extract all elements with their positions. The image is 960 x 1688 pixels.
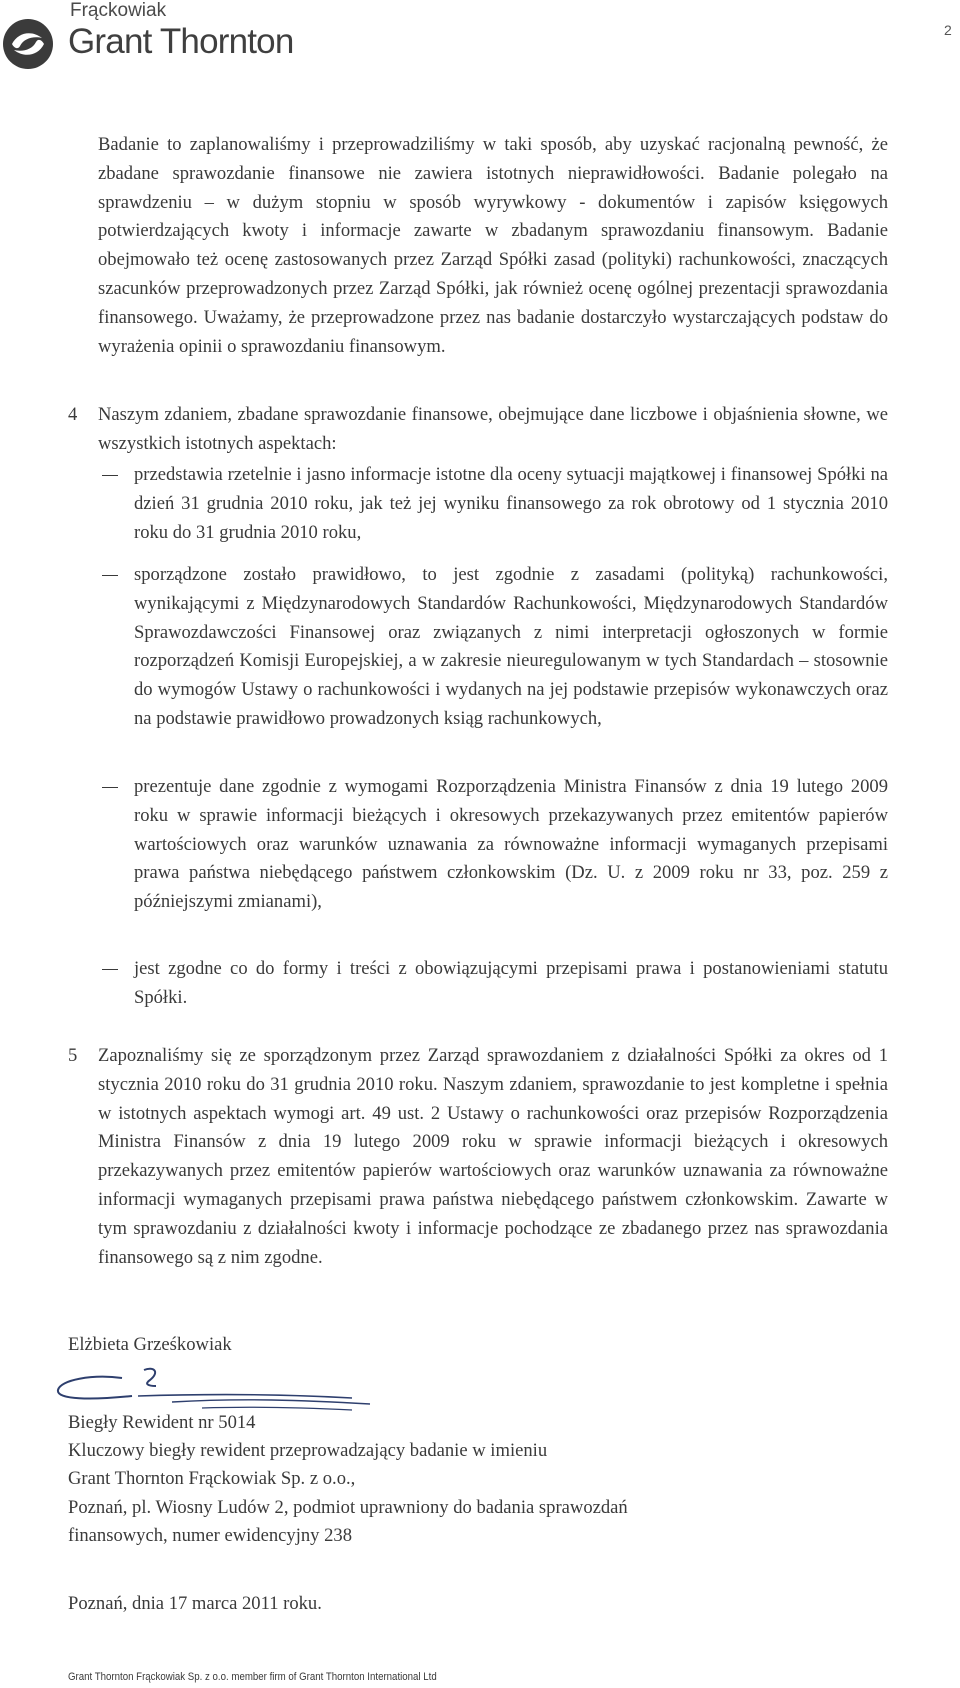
grant-thornton-logo-icon [2, 18, 54, 70]
list-item: przedstawia rzetelnie i jasno informacje istotne dla oceny sytuacji majątkowej i finansowej Spółki na dzień 31 grudnia 2010 roku, jak też jej wyniku finansowego za rok obrotowy od 1 stycznia 2010 roku do 31 grudnia 2010 roku, [134, 464, 888, 543]
signatory-line: Poznań, pl. Wiosny Ludów 2, podmiot uprawniony do badania sprawozdań [68, 1496, 628, 1518]
paragraph-4-text: Naszym zdaniem, zbadane sprawozdanie finansowe, obejmujące dane liczbowe i objaśnienia słowne, we wszystkich istotnych aspektach: [98, 404, 888, 454]
bullet-dash [102, 575, 118, 576]
logo-subtitle: Frąckowiak [70, 0, 167, 21]
paragraph-number-5: 5 [68, 1045, 78, 1066]
signatory-line: finansowych, numer ewidencyjny 238 [68, 1524, 352, 1546]
bullet-dash [102, 969, 118, 970]
paragraph-5-text: Zapoznaliśmy się ze sporządzonym przez Zarząd sprawozdaniem z działalności Spółki za okres od 1 stycznia 2010 roku do 31 grudnia 2010 roku. Naszym zdaniem, sprawozdanie to jest kompletne i spełnia w istotnych aspektach wymogi art. 49 ust. 2 Ustawy o rachunkowości oraz przepisów Rozporządzenia Ministra Finansów z dnia 19 lutego 2009 roku w sprawie informacji bieżących i okresowych przekazywanych przez emitentów papierów wartościowych oraz warunków uznawania za równoważne informacji wymaganych przepisami prawa państwa niebędącego państwem członkowskim. Zawarte w tym sprawozdaniu z działalności kwoty i informacje pochodzące ze zbadanego przez nas sprawozdania finansowego są z nim zgodne. [98, 1045, 888, 1268]
list-item: sporządzone zostało prawidłowo, to jest zgodnie z zasadami (polityką) rachunkowości, wynikającymi z Międzynarodowych Standardów Rachunkowości, Międzynarodowych Standardów Sprawozdawczości Finansowej oraz związanych z nimi interpretacji ogłoszonych w formie rozporządzeń Komisji Europejskiej, a w zakresie nieuregulowanym w tych Standardach – stosownie do wymogów Ustawy o rachunkowości i wydanych na jej podstawie przepisów wykonawczych oraz na podstawie prawidłowo prowadzonych ksiąg rachunkowych, [134, 564, 888, 729]
signatory-name: Elżbieta Grześkowiak [68, 1334, 232, 1355]
company-logo [0, 0, 320, 80]
list-item: jest zgodne co do formy i treści z obowiązującymi przepisami prawa i postanowieniami statutu Spółki. [134, 958, 888, 1008]
handwritten-signature [52, 1356, 372, 1416]
signatory-line: Grant Thornton Frąckowiak Sp. z o.o., [68, 1468, 356, 1490]
paragraph-number-4: 4 [68, 404, 78, 425]
intro-paragraph: Badanie to zaplanowaliśmy i przeprowadziliśmy w taki sposób, aby uzyskać racjonalną pewność, że zbadane sprawozdanie finansowe nie zawiera istotnych nieprawidłowości. Badanie polegało na sprawdzeniu – w dużym stopniu w sposób wyrywkowy - dokumentów i zapisów księgowych potwierdzających kwoty i informacje zawarte w zbadanym sprawozdaniu finansowym. Badanie obejmowało też ocenę zastosowanych przez Zarząd Spółki zasad (polityki) rachunkowości, znaczących szacunków przeprowadzonych przez Zarząd Spółki, jak również ocenę ogólnej prezentacji sprawozdania finansowego. Uważamy, że przeprowadzone przez nas badanie dostarczyło wystarczających podstaw do wyrażenia opinii o sprawozdaniu finansowym. [98, 134, 888, 357]
bullet-dash [102, 787, 118, 788]
logo-title: Grant Thornton [68, 22, 294, 61]
signatory-line: Kluczowy biegły rewident przeprowadzający badanie w imieniu [68, 1440, 548, 1462]
list-item: prezentuje dane zgodnie z wymogami Rozporządzenia Ministra Finansów z dnia 19 lutego 2009 roku w sprawie informacji bieżących i okresowych przekazywanych przez emitentów papierów wartościowych oraz warunków uznawania za równoważne informacji wymaganych przepisami prawa państwa niebędącego państwem członkowskim (Dz. U. z 2009 roku nr 33, poz. 259 z późniejszymi zmianami), [134, 776, 888, 913]
signatory-line: Biegły Rewident nr 5014 [68, 1412, 256, 1433]
place-and-date: Poznań, dnia 17 marca 2011 roku. [68, 1593, 322, 1614]
page-number: 2 [944, 22, 952, 38]
bullet-dash [102, 475, 118, 476]
signatory-details [68, 1409, 628, 1550]
footer-text: Grant Thornton Frąckowiak Sp. z o.o. member firm of Grant Thornton International Ltd [68, 1671, 437, 1683]
